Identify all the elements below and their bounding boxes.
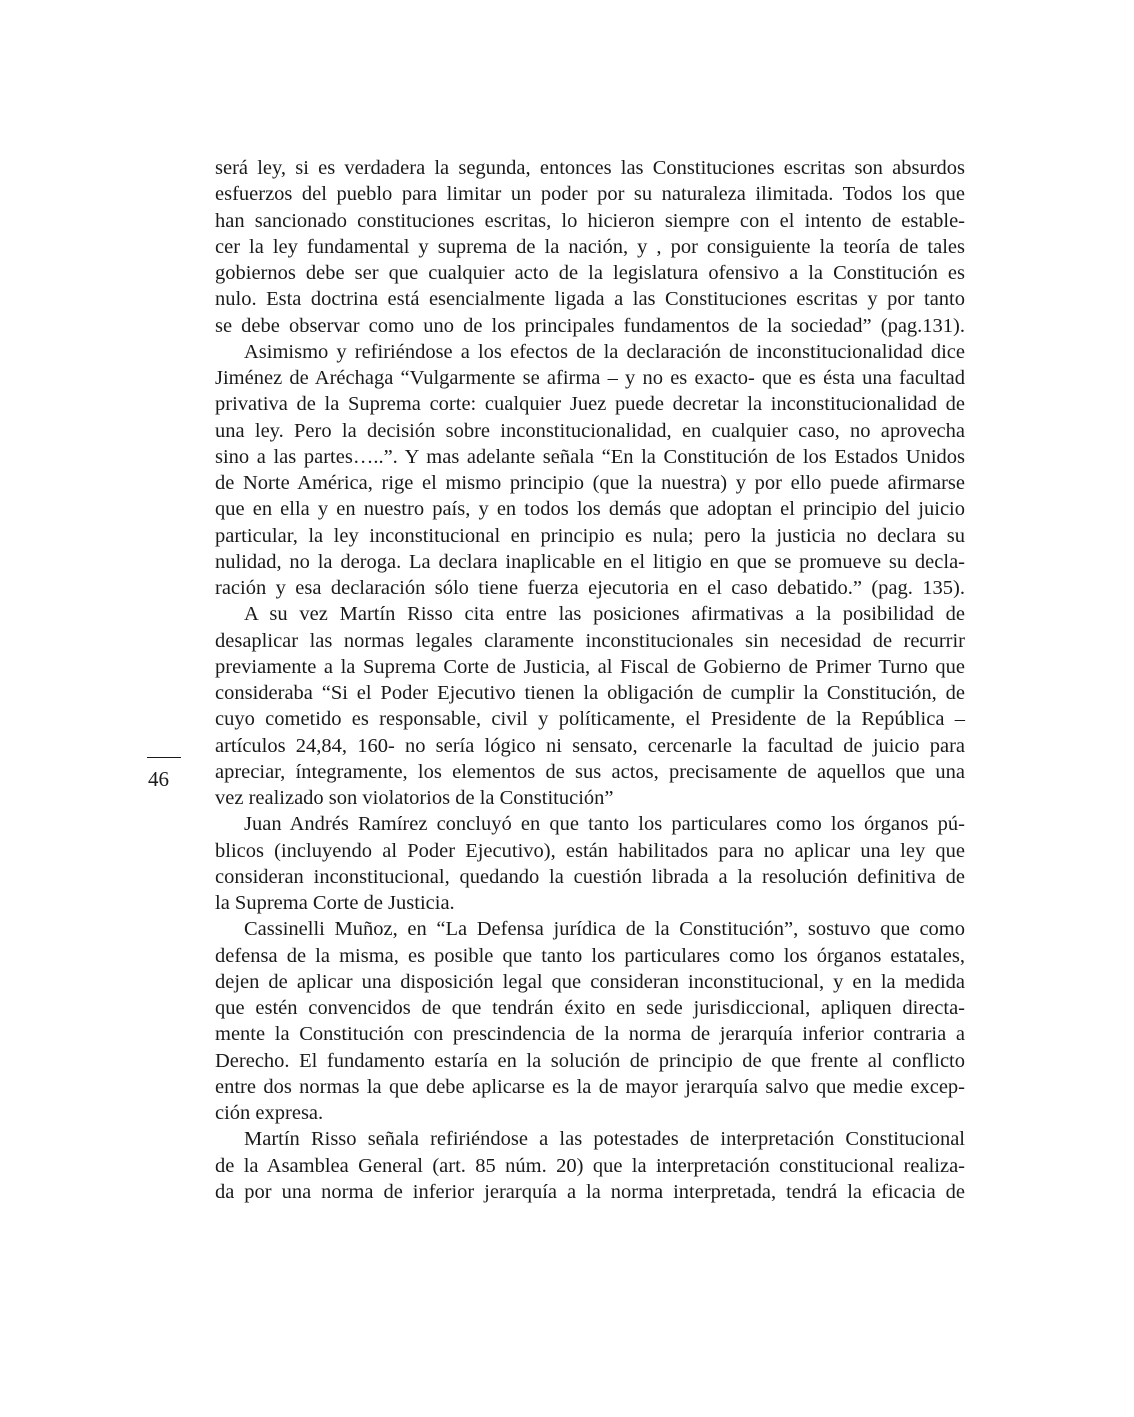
text-line: dejen de aplicar una disposición legal que consideran inconstitucional, y en la medida	[215, 970, 965, 993]
text-line: defensa de la misma, es posible que tanto los particulares como los órganos estatales,	[215, 944, 965, 967]
text-line: A su vez Martín Risso cita entre las posiciones afirmativas a la posibilidad de	[244, 603, 965, 626]
text-line: esfuerzos del pueblo para limitar un poder por su naturaleza ilimitada. Todos los que	[215, 183, 965, 206]
text-line: consideran inconstitucional, quedando la cuestión librada a la resolución definitiva de	[215, 865, 965, 888]
text-line: ración y esa declaración sólo tiene fuerza ejecutoria en el caso debatido.” (pag. 135).	[215, 577, 965, 599]
text-line: Derecho. El fundamento estaría en la solución de principio de que frente al conflicto	[215, 1049, 965, 1072]
text-line: la Suprema Corte de Justicia.	[215, 892, 455, 914]
text-line: previamente a la Suprema Corte de Justicia, al Fiscal de Gobierno de Primer Turno que	[215, 655, 965, 678]
text-line: ción expresa.	[215, 1102, 324, 1124]
page-number-rule	[147, 757, 181, 758]
body-text	[215, 155, 965, 1205]
text-line: vez realizado son violatorios de la Constitución”	[215, 787, 614, 809]
text-line: nulo. Esta doctrina está esencialmente ligada a las Constituciones escritas y por tanto	[215, 288, 965, 311]
page-number: 46	[148, 767, 169, 791]
text-line: Martín Risso señala refiriéndose a las potestades de interpretación Constitucional	[244, 1128, 965, 1151]
text-line: nulidad, no la deroga. La declara inaplicable en el litigio en que se promueve su decla-	[215, 550, 965, 573]
text-line: entre dos normas la que debe aplicarse es la de mayor jerarquía salvo que medie excep-	[215, 1075, 965, 1098]
text-line: cer la ley fundamental y suprema de la nación, y , por consiguiente la teoría de tales	[215, 235, 965, 258]
paragraph	[215, 916, 965, 1126]
text-line: blicos (incluyendo al Poder Ejecutivo), están habilitados para no aplicar una ley que	[215, 839, 965, 862]
text-line: que estén convencidos de que tendrán éxito en sede jurisdiccional, apliquen directa-	[215, 997, 965, 1019]
text-line: que en ella y en nuestro país, y en todos los demás que adoptan el principio del juicio	[215, 498, 965, 521]
text-line: han sancionado constituciones escritas, lo hicieron siempre con el intento de estable-	[215, 209, 965, 232]
text-line: artículos 24,84, 160- no sería lógico ni sensato, cercenarle la facultad de juicio para	[215, 734, 965, 757]
paragraph	[215, 1126, 965, 1205]
paragraph	[215, 811, 965, 916]
text-line: se debe observar como uno de los principales fundamentos de la sociedad” (pag.131).	[215, 314, 965, 337]
paragraph	[215, 155, 965, 339]
text-line: de Norte América, rige el mismo principio (que la nuestra) y por ello puede afirmarse	[215, 472, 965, 494]
text-line: será ley, si es verdadera la segunda, entonces las Constituciones escritas son absurdos	[215, 157, 965, 179]
text-line: Juan Andrés Ramírez concluyó en que tanto los particulares como los órganos pú-	[244, 813, 965, 836]
paragraph	[215, 339, 965, 602]
text-line: apreciar, íntegramente, los elementos de sus actos, precisamente de aquellos que una	[215, 760, 965, 783]
text-line: consideraba “Si el Poder Ejecutivo tienen la obligación de cumplir la Constitución, de	[215, 682, 965, 704]
text-line: sino a las partes…..”. Y mas adelante señala “En la Constitución de los Estados Unidos	[215, 445, 965, 468]
text-line: cuyo cometido es responsable, civil y políticamente, el Presidente de la República –	[215, 708, 965, 731]
text-line: particular, la ley inconstitucional en principio es nula; pero la justicia no declara su	[215, 524, 965, 547]
paragraph	[215, 601, 965, 811]
text-line: desaplicar las normas legales claramente inconstitucionales sin necesidad de recurrir	[215, 629, 965, 652]
text-line: una ley. Pero la decisión sobre inconstitucionalidad, en cualquier caso, no aprovecha	[215, 419, 965, 442]
text-line: da por una norma de inferior jerarquía a la norma interpretada, tendrá la eficacia de	[215, 1180, 965, 1203]
text-line: gobiernos debe ser que cualquier acto de la legislatura ofensivo a la Constitución es	[215, 262, 965, 284]
text-line: privativa de la Suprema corte: cualquier Juez puede decretar la inconstitucionalidad de	[215, 393, 965, 416]
text-line: de la Asamblea General (art. 85 núm. 20) que la interpretación constitucional realiza-	[215, 1154, 965, 1177]
text-line: mente la Constitución con prescindencia de la norma de jerarquía inferior contraria a	[215, 1023, 965, 1046]
text-line: Jiménez de Aréchaga “Vulgarmente se afirma – y no es exacto- que es ésta una facultad	[215, 367, 965, 389]
text-line: Cassinelli Muñoz, en “La Defensa jurídica de la Constitución”, sostuvo que como	[244, 918, 965, 941]
text-line: Asimismo y refiriéndose a los efectos de la declaración de inconstitucionalidad dice	[244, 340, 965, 363]
